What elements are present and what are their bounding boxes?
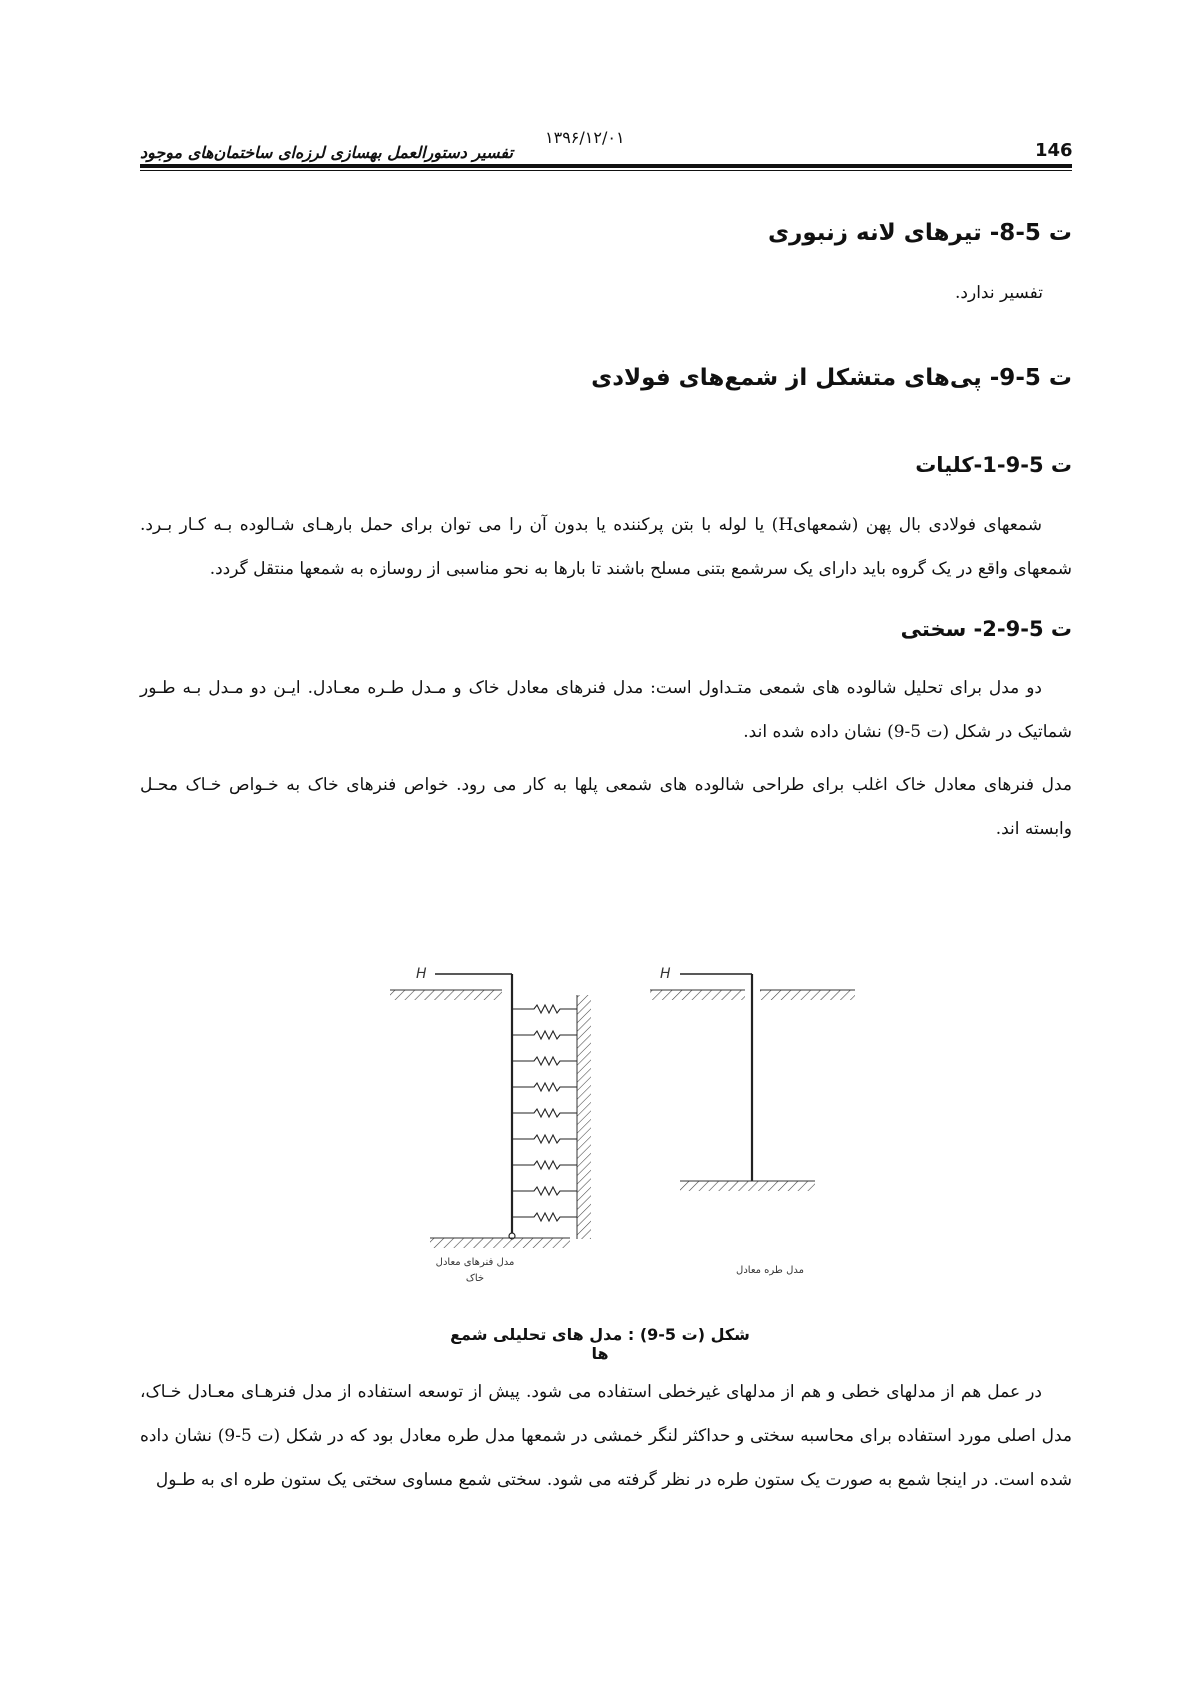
figure-caption: شکل (ت 5-9) : مدل های تحلیلی شمع ها [450,1325,750,1363]
base-support-left [430,1238,570,1248]
section-heading-5-9: ت 5-9- پی‌های متشکل از شمع‌های فولادی [591,365,1072,391]
header-date: ۱۳۹۶/۱۲/۰۱ [545,128,625,147]
spring-4 [512,1083,577,1091]
spring-2 [512,1031,577,1039]
label-spring-model: مدل فنرهای معادل خاک [435,1257,515,1284]
spring-5 [512,1109,577,1117]
paragraph-5-9-2-b: مدل فنرهای معادل خاک اغلب برای طراحی شالوده های شمعی پلها به کار می رود. خواص فنرهای خاک به خـواص خـاک محـل وابسته اند. [140,775,1072,839]
ground-surface-left [390,990,502,1000]
spring-7 [512,1161,577,1169]
header-rule [140,164,1072,168]
paragraph-5-9-2-a: دو مدل برای تحلیل شالوده های شمعی متـداول است: مدل فنرهای معادل خاک و مـدل طـره معـادل. ایـن دو مـدل بـه طـور شماتیک در شکل (ت 5-9) نشان داده شده اند. [140,678,1072,742]
fixed-base-right [680,1181,815,1191]
ground-surface-right-a [650,990,745,1000]
spring-3 [512,1057,577,1065]
spring-8 [512,1187,577,1195]
spring-model [390,966,591,1248]
ground-surface-right-b [760,990,855,1000]
section-heading-5-8: ت 5-8- تیرهای لانه زنبوری [768,220,1072,246]
label-cantilever-model: مدل طره معادل [736,1265,804,1276]
pile-models-figure [390,955,880,1305]
spring-9 [512,1213,577,1221]
paragraph-5-9-2-c: در عمل هم از مدلهای خطی و هم از مدلهای غیرخطی استفاده می شود. پیش از توسعه استفاده از مدل فنرهـای معـادل خـاک، مدل اصلی مورد استفاده برای محاسبه سختی و حداکثر لنگر خمشی در شمعها مدل طره معادل بود که در شکل (ت 5-9) نشان داده شده است. در اینجا شمع به صورت یک ستون طره در نظر گرفته می شود. سختی شمع مساوی سختی یک ستون طره ای به طـول [140,1382,1072,1490]
section-heading-5-9-1: ت 5-9-1-کلیات [915,453,1072,477]
section-5-8-text: تفسیر ندارد. [955,283,1043,303]
section-heading-5-9-2: ت 5-9-2- سختی [900,617,1072,641]
paragraph-5-9-1: شمعهای فولادی بال پهن (شمعهایH) یا لوله با بتن پرکننده یا بدون آن را می توان برای حمل بارهـای شـالوده بـه کـار بـرد. شمعهای واقع در یک گروه باید دارای یک سرشمع بتنی مسلح باشند تا بارها به نحو مناسبی از روسازه به شمعها منتقل گردد. [140,515,1072,579]
soil-wall [577,995,591,1239]
load-label-right: H [660,966,671,982]
load-label-left: H [416,966,427,982]
page-number: 146 [1035,140,1073,161]
springs [512,1005,577,1221]
running-title: تفسیر دستورالعمل بهسازی لرزه‌ای ساختمان‌های موجود [140,143,513,162]
cantilever-model [650,966,855,1191]
spring-6 [512,1135,577,1143]
header-rule-thin [140,170,1072,171]
spring-1 [512,1005,577,1013]
